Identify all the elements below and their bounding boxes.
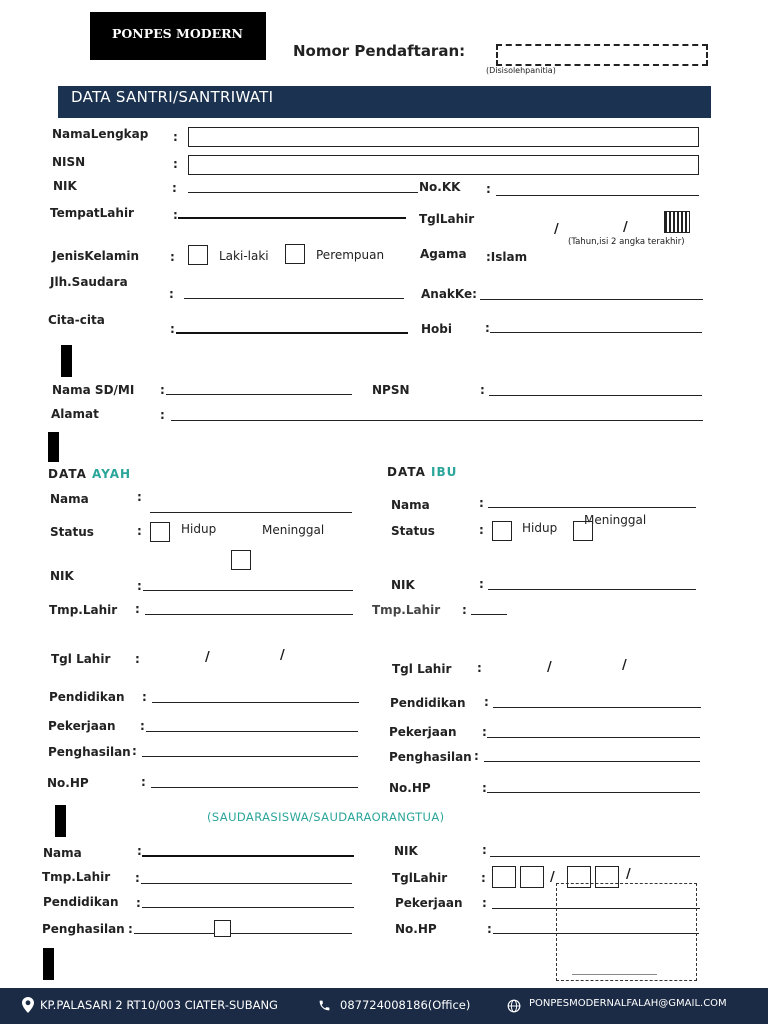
colon: : bbox=[135, 602, 140, 616]
label-agama: Agama bbox=[420, 247, 467, 261]
location-pin-icon bbox=[22, 997, 34, 1013]
label-npsn: NPSN bbox=[372, 383, 410, 397]
wali-tgl-box[interactable] bbox=[492, 866, 516, 888]
perempuan-checkbox[interactable] bbox=[285, 244, 305, 264]
label-hobi: Hobi bbox=[421, 322, 452, 336]
date-separator: / bbox=[626, 867, 631, 882]
colon: : bbox=[484, 695, 489, 709]
anak-ke-field[interactable] bbox=[480, 299, 703, 300]
nama-sd-field[interactable] bbox=[166, 394, 352, 395]
colon: : bbox=[137, 844, 142, 858]
colon: : bbox=[482, 781, 487, 795]
no-kk-field[interactable] bbox=[496, 195, 699, 196]
colon: : bbox=[142, 690, 147, 704]
ayah-meninggal-checkbox[interactable] bbox=[231, 550, 251, 570]
label-tgl-lahir: TglLahir bbox=[419, 212, 475, 226]
jlh-saudara-field[interactable] bbox=[184, 298, 404, 299]
colon: : bbox=[136, 896, 141, 910]
wali-nama-field[interactable] bbox=[142, 855, 354, 857]
ibu-tmp-lahir-field[interactable] bbox=[471, 614, 507, 615]
ibu-pendidikan-field[interactable] bbox=[493, 707, 701, 708]
ayah-meninggal-label: Meninggal bbox=[262, 523, 325, 537]
ayah-nama-field[interactable] bbox=[150, 512, 352, 513]
ayah-label-pekerjaan: Pekerjaan bbox=[48, 719, 116, 733]
section-marker bbox=[48, 432, 59, 462]
registration-note: (Disisolehpanitia) bbox=[486, 66, 556, 75]
label-nik: NIK bbox=[53, 179, 77, 193]
colon: : bbox=[160, 383, 165, 397]
registration-label: Nomor Pendaftaran: bbox=[293, 42, 466, 60]
nisn-field[interactable] bbox=[188, 155, 699, 175]
colon: : bbox=[479, 496, 484, 510]
section-marker bbox=[43, 948, 54, 980]
ibu-pekerjaan-field[interactable] bbox=[487, 737, 700, 738]
colon: : bbox=[474, 749, 479, 763]
ibu-label-nik: NIK bbox=[391, 578, 415, 592]
alamat-field[interactable] bbox=[171, 420, 703, 421]
colon: : bbox=[480, 383, 485, 397]
date-separator: / bbox=[554, 222, 559, 237]
date-separator: / bbox=[205, 650, 210, 665]
footer-address: KP.PALASARI 2 RT10/003 CIATER-SUBANG bbox=[40, 998, 278, 1012]
colon: : bbox=[486, 182, 491, 196]
school-logo bbox=[90, 12, 266, 60]
colon: : bbox=[128, 922, 133, 936]
colon: : bbox=[487, 922, 492, 936]
ibu-label-penghasilan: Penghasilan bbox=[389, 750, 472, 764]
ayah-label-nik: NIK bbox=[50, 569, 74, 583]
ibu-hidup-checkbox[interactable] bbox=[492, 521, 512, 541]
ayah-title-prefix: DATA bbox=[48, 467, 87, 481]
wali-label-nama: Nama bbox=[43, 846, 82, 860]
ayah-pekerjaan-field[interactable] bbox=[146, 731, 358, 732]
colon: : bbox=[140, 719, 145, 733]
colon: : bbox=[173, 130, 178, 144]
ibu-penghasilan-field[interactable] bbox=[484, 761, 700, 762]
section-marker bbox=[61, 345, 72, 377]
colon: : bbox=[482, 725, 487, 739]
wali-tmp-lahir-field[interactable] bbox=[141, 883, 352, 884]
label-jlh-saudara: Jlh.Saudara bbox=[50, 275, 128, 289]
footer-email: PONPESMODERNALFALAH@GMAIL.COM bbox=[529, 998, 727, 1009]
wali-subtitle: (SAUDARASISWA/SAUDARAORANGTUA) bbox=[207, 810, 445, 824]
colon: : bbox=[137, 579, 142, 593]
wali-penghasilan-field[interactable] bbox=[134, 933, 352, 934]
phone-icon bbox=[318, 999, 331, 1012]
label-jenis-kelamin: JenisKelamin bbox=[52, 249, 139, 263]
ayah-tmp-lahir-field[interactable] bbox=[145, 614, 353, 615]
ibu-label-pekerjaan: Pekerjaan bbox=[389, 725, 457, 739]
wali-label-tgl-lahir: TglLahir bbox=[392, 871, 448, 885]
colon: : bbox=[132, 744, 137, 758]
colon: : bbox=[169, 287, 174, 301]
colon: : bbox=[479, 523, 484, 537]
npsn-field[interactable] bbox=[489, 395, 702, 396]
ayah-label-nama: Nama bbox=[50, 492, 89, 506]
ibu-label-tgl-lahir: Tgl Lahir bbox=[392, 662, 452, 676]
wali-label-nik: NIK bbox=[394, 844, 418, 858]
nama-lengkap-field[interactable] bbox=[188, 127, 699, 147]
ayah-hidup-checkbox[interactable] bbox=[150, 522, 170, 542]
ibu-title-prefix: DATA bbox=[387, 465, 426, 479]
ayah-label-status: Status bbox=[50, 525, 94, 539]
colon: : bbox=[477, 661, 482, 675]
cita-cita-field[interactable] bbox=[176, 332, 408, 334]
colon: : bbox=[173, 208, 178, 222]
section-header-santri bbox=[58, 86, 711, 118]
ayah-no-hp-field[interactable] bbox=[151, 787, 358, 788]
laki-laki-checkbox[interactable] bbox=[188, 245, 208, 265]
ayah-hidup-label: Hidup bbox=[181, 522, 217, 536]
colon: : bbox=[137, 490, 142, 504]
wali-label-no-hp: No.HP bbox=[395, 922, 437, 936]
ibu-title-accent: IBU bbox=[431, 465, 458, 479]
colon: : bbox=[141, 775, 146, 789]
ayah-pendidikan-field[interactable] bbox=[152, 702, 359, 703]
colon: : bbox=[482, 843, 487, 857]
date-separator: / bbox=[622, 658, 627, 673]
footer bbox=[0, 988, 768, 1024]
label-cita-cita: Cita-cita bbox=[48, 313, 105, 327]
ibu-label-pendidikan: Pendidikan bbox=[390, 696, 466, 710]
label-nama-sd: Nama SD/MI bbox=[52, 383, 135, 397]
label-nisn: NISN bbox=[52, 155, 86, 169]
wali-label-pekerjaan: Pekerjaan bbox=[395, 896, 463, 910]
colon: : bbox=[481, 871, 486, 885]
label-tempat-lahir: TempatLahir bbox=[50, 206, 134, 220]
date-separator: / bbox=[547, 660, 552, 675]
ibu-no-hp-field[interactable] bbox=[487, 792, 700, 793]
date-separator: / bbox=[623, 220, 628, 235]
wali-label-tmp-lahir: Tmp.Lahir bbox=[42, 870, 111, 884]
ibu-label-nama: Nama bbox=[391, 498, 430, 512]
nik-field[interactable] bbox=[188, 192, 418, 193]
ayah-label-no-hp: No.HP bbox=[47, 776, 89, 790]
ibu-title bbox=[387, 465, 457, 479]
section-title: DATA SANTRI/SANTRIWATI bbox=[71, 88, 274, 106]
tgl-lahir-note: (Tahun,isi 2 angka terakhir) bbox=[568, 237, 685, 247]
ayah-label-tmp-lahir: Tmp.Lahir bbox=[49, 603, 118, 617]
agama-value: :Islam bbox=[486, 250, 528, 264]
signature-line bbox=[572, 974, 657, 975]
ayah-title-accent: AYAH bbox=[92, 467, 132, 481]
colon: : bbox=[160, 408, 165, 422]
colon: : bbox=[170, 322, 175, 336]
colon: : bbox=[173, 157, 178, 171]
ibu-label-no-hp: No.HP bbox=[389, 781, 431, 795]
photo-box[interactable] bbox=[556, 883, 697, 981]
ibu-nama-field[interactable] bbox=[488, 507, 696, 508]
label-alamat: Alamat bbox=[51, 407, 99, 421]
barcode-icon bbox=[664, 211, 690, 233]
ayah-nik-field[interactable] bbox=[143, 590, 353, 591]
hobi-field[interactable] bbox=[490, 332, 702, 333]
label-no-kk: No.KK bbox=[419, 180, 461, 194]
wali-checkbox[interactable] bbox=[214, 920, 231, 937]
perempuan-label: Perempuan bbox=[316, 248, 385, 262]
wali-tgl-box[interactable] bbox=[520, 866, 544, 888]
wali-pendidikan-field[interactable] bbox=[142, 907, 354, 908]
colon: : bbox=[479, 577, 484, 591]
wali-label-pendidikan: Pendidikan bbox=[43, 895, 119, 909]
colon: : bbox=[482, 896, 487, 910]
colon: : bbox=[172, 181, 177, 195]
ibu-hidup-label: Hidup bbox=[522, 521, 558, 535]
tempat-lahir-field[interactable] bbox=[178, 217, 406, 219]
ayah-label-pendidikan: Pendidikan bbox=[49, 690, 125, 704]
laki-laki-label: Laki-laki bbox=[219, 249, 269, 263]
registration-number-field[interactable] bbox=[496, 44, 708, 66]
ibu-nik-field[interactable] bbox=[488, 589, 696, 590]
ayah-title bbox=[48, 467, 131, 481]
footer-phone: 087724008186(Office) bbox=[340, 998, 471, 1012]
label-nama-lengkap: NamaLengkap bbox=[52, 127, 149, 141]
colon: : bbox=[135, 871, 140, 885]
logo-text: PONPES MODERN bbox=[112, 26, 243, 41]
section-marker bbox=[55, 805, 66, 837]
ibu-label-tmp-lahir: Tmp.Lahir bbox=[372, 603, 441, 617]
colon: : bbox=[485, 321, 490, 335]
ayah-label-penghasilan: Penghasilan bbox=[48, 745, 131, 759]
ayah-penghasilan-field[interactable] bbox=[142, 756, 358, 757]
colon: : bbox=[462, 603, 467, 617]
date-separator: / bbox=[280, 648, 285, 663]
wali-label-penghasilan: Penghasilan bbox=[42, 922, 125, 936]
date-separator: / bbox=[550, 870, 555, 885]
colon: : bbox=[170, 250, 175, 264]
ibu-meninggal-label: Meninggal bbox=[584, 513, 647, 527]
colon: : bbox=[135, 652, 140, 666]
wali-nik-field[interactable] bbox=[490, 856, 700, 857]
colon: : bbox=[137, 524, 142, 538]
globe-icon bbox=[507, 999, 521, 1013]
ibu-label-status: Status bbox=[391, 524, 435, 538]
ayah-label-tgl-lahir: Tgl Lahir bbox=[51, 652, 111, 666]
label-anak-ke: AnakKe: bbox=[421, 287, 477, 301]
